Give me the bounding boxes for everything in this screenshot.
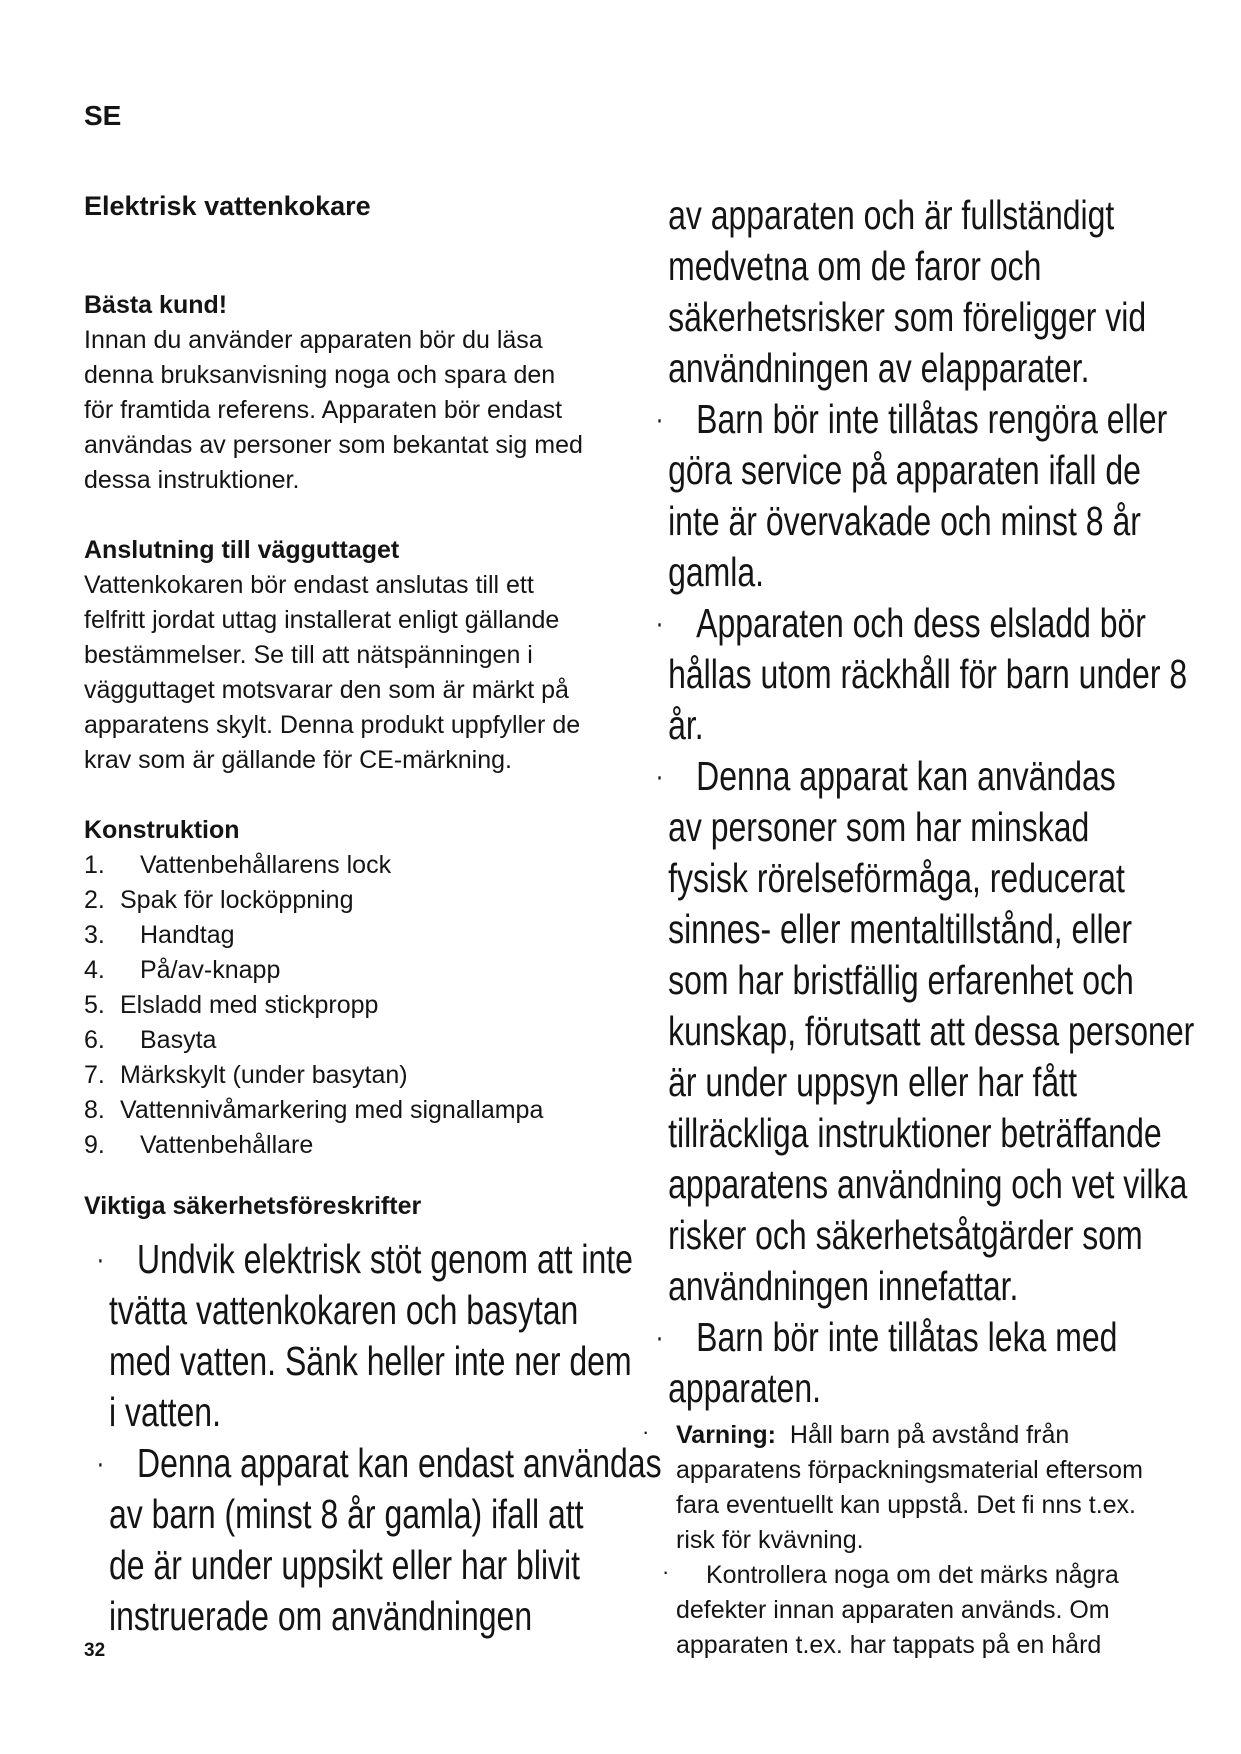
part-item: 8. Vattennivåmarkering med signallampa [84,1096,544,1124]
connection-line: krav som är gällande för CE-märkning. [84,746,512,774]
warning-block: · Varning: Håll barn på avstånd från apparatens förpackningsmaterial eftersom fara eventuellt kan uppstå. Det fi nns t.ex. risk för kvävning. [642,1419,1143,1554]
right-column [640,190,1200,1663]
greeting-line: för framtida referens. Apparaten bör endast [84,396,563,424]
safety-right-block-3: · Denna apparat kan användas av personer som har minskad fysisk rörelseförmåga, reducerat sinnes- eller mentaltillstånd, eller som har bristfällig erfarenhet och kunskap, förutsatt att dessa personer är under uppsyn eller har fått tillräckliga instruktioner beträffande apparatens användning och vet vilka risker och säkerhetsåtgärder som användningen innefattar. [655,753,1195,1309]
part-item: 5. Elsladd med stickpropp [84,991,379,1019]
safety-right-block-2: · Apparaten och dess elsladd bör hållas utom räckhåll för barn under 8 år. [655,600,1188,748]
safety-right-block-4: · Barn bör inte tillåtas leka med apparaten. [655,1314,1118,1411]
left-column [84,190,662,1642]
greeting-line: användas av personer som bekantat sig med [84,431,583,459]
connection-line: bestämmelser. Se till att nätspänningen i [84,641,533,669]
construction-section [84,813,644,1163]
safety-continuation: av apparaten och är fullständigt medvetna om de faror och säkerhetsrisker som föreligger vid användningen av elapparater. [668,192,1147,391]
check-block: · Kontrollera noga om det märks några defekter innan apparaten används. Om apparaten t.ex. har tappats på en hård [662,1559,1119,1659]
part-item: 1. Vattenbehållarens lock [84,851,392,879]
part-item: 4. På/av-knapp [84,956,281,984]
connection-section [84,533,644,778]
greeting-line: Innan du använder apparaten bör du läsa [84,326,543,354]
safety-right-block-1: · Barn bör inte tillåtas rengöra eller göra service på apparaten ifall de inte är övervakade och minst 8 år gamla. [655,396,1168,595]
language-code: SE [84,100,122,131]
connection-line: vägguttaget motsvarar den som är märkt på [84,676,569,704]
page-number: 32 [84,1640,106,1661]
greeting-heading: Bästa kund! [84,291,228,319]
connection-line: apparatens skylt. Denna produkt uppfyller de [84,711,581,739]
part-item: 6. Basyta [84,1026,217,1054]
connection-heading: Anslutning till vägguttaget [84,536,400,564]
safety-left-block-2: · Denna apparat kan endast användas av barn (minst 8 år gamla) ifall att de är under uppsikt eller har blivit instruerade om användningen [96,1440,662,1639]
part-item: 9. Vattenbehållare [84,1131,314,1159]
part-item: 2. Spak för locköppning [84,886,354,914]
part-item: 3. Handtag [84,921,235,949]
part-item: 7. Märkskylt (under basytan) [84,1061,408,1089]
greeting-line: dessa instruktioner. [84,466,300,494]
connection-line: felfritt jordat uttag installerat enligt gällande [84,606,560,634]
document-title: Elektrisk vattenkokare [84,191,371,221]
safety-left-block-1: · Undvik elektrisk stöt genom att inte tvätta vattenkokaren och basytan med vatten. Sänk heller inte ner dem i vatten. [96,1236,633,1435]
greeting-section [84,288,644,498]
connection-line: Vattenkokaren bör endast anslutas till ett [84,571,534,599]
warning-label: Varning: [676,1421,777,1449]
safety-heading: Viktiga säkerhetsföreskrifter [84,1192,422,1220]
greeting-line: denna bruksanvisning noga och spara den [84,361,556,389]
construction-heading: Konstruktion [84,816,240,844]
parts-list [84,848,644,1163]
